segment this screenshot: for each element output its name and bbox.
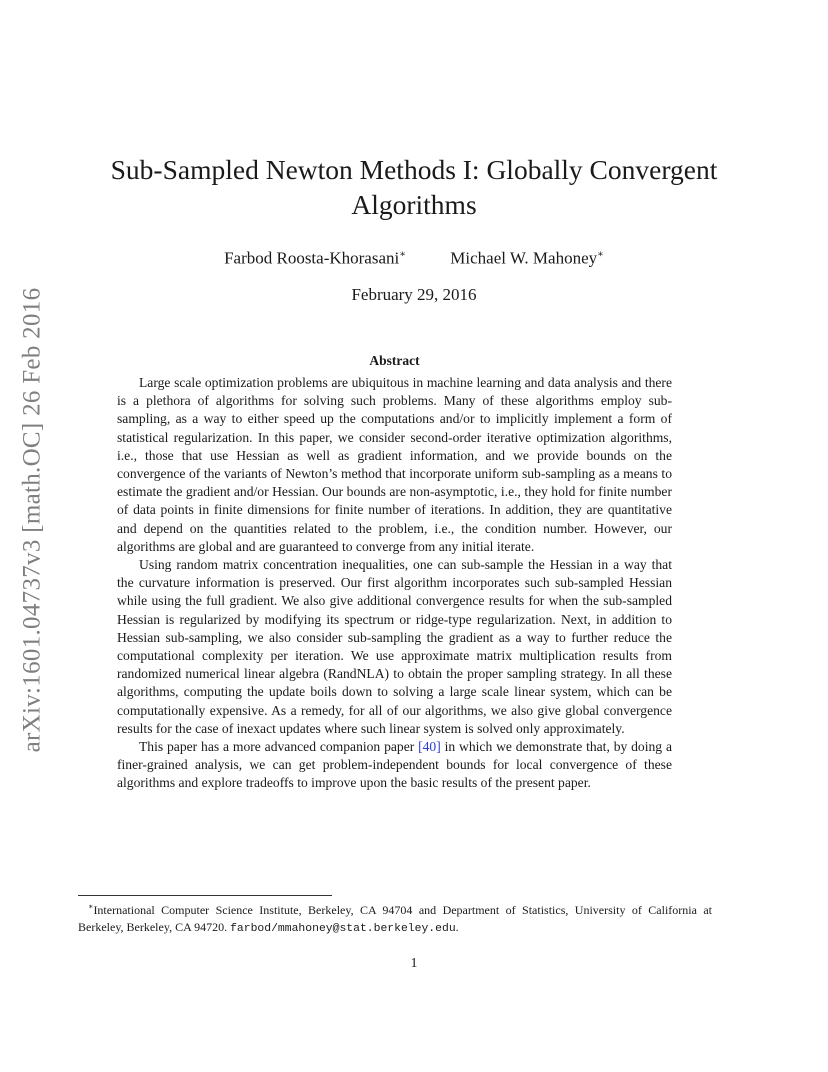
author-2 — [450, 244, 604, 270]
arxiv-identifier-stamp — [14, 266, 50, 774]
footnote — [78, 899, 712, 937]
page-number: 1 — [410, 956, 418, 971]
author-1-name: Farbod Roosta-Khorasani — [224, 248, 400, 268]
author-2-footnote-mark: ∗ — [597, 249, 604, 260]
author-2-name: Michael W. Mahoney — [450, 248, 598, 268]
author-1-footnote-mark: ∗ — [399, 249, 407, 260]
abstract-paragraph-3 — [117, 738, 672, 793]
author-list — [60, 244, 768, 270]
abstract-paragraph-3-text-start: This paper has a more advanced companion paper — [139, 739, 419, 755]
abstract-paragraph-1: Large scale optimization problems are ubiquitous in machine learning and data analysis and there is a plethora of algorithms for solving such problems. Many of these algorithms employ sub-sampling, as a way to either speed up the computations and/or to implicitly implement a form of statistical regularization. In this paper, we consider second-order iterative optimization algorithms, i.e., those that use Hessian as well as gradient information, and we provide bounds on the convergence of the variants of Newton’s method that incorporate uniform sub-sampling as a means to estimate the gradient and/or Hessian. Our bounds are non-asymptotic, i.e., they hold for finite number of data points in finite dimensions for finite number of iterations. In addition, they are quantitative and depend on the quantities related to the problem, i.e., the condition number. However, our algorithms are global and are guaranteed to converge from any initial iterate. — [117, 375, 672, 554]
paper-title — [60, 152, 768, 222]
footnote-mark: ∗ — [88, 902, 94, 911]
footnote-end: . — [455, 919, 459, 934]
title-line-1: Sub-Sampled Newton Methods I: Globally Convergent — [110, 154, 718, 185]
footnote-divider — [78, 895, 332, 896]
footnote-affiliation-text: International Computer Science Institute, Berkeley, CA 94704 and Department of Statistics, University of California at Berkeley, Berkeley, CA 94720. — [78, 903, 712, 934]
abstract-paragraph-2: Using random matrix concentration inequalities, one can sub-sample the Hessian in a way that the curvature information is preserved. Our first algorithm incorporates such sub-sampled Hessian while using the full gradient. We also give additional convergence results for when the sub-sampled Hessian is regularized by modifying its spectrum or ridge-type regularization. Next, in addition to Hessian sub-sampling, we also consider sub-sampling the gradient as a way to further reduce the computational complexity per iteration. We use approximate matrix multiplication results from randomized numerical linear algebra (RandNLA) to obtain the proper sampling strategy. In all these algorithms, computing the update boils down to solving a large scale linear system, which can be computationally expensive. As a remedy, for all of our algorithms, we also give global convergence results for the case of inexact updates where such linear system is solved only approximately. — [117, 557, 672, 736]
citation-link-40[interactable]: [40] — [418, 739, 441, 755]
paper-date: February 29, 2016 — [351, 285, 477, 304]
abstract-heading: Abstract — [369, 353, 420, 368]
footnote-email: farbod/mmahoney@stat.berkeley.edu — [230, 922, 456, 935]
abstract-paragraph-3-text-end: in which we demonstrate that, by doing a finer-grained analysis, we can get problem-independent bounds for local convergence of these algorithms and explore tradeoffs to improve upon the basic results of the present paper. — [117, 739, 672, 791]
abstract-body — [117, 374, 672, 793]
arxiv-identifier-text: arXiv:1601.04737v3 [math.OC] 26 Feb 2016 — [18, 287, 46, 753]
title-line-2: Algorithms — [351, 189, 477, 220]
author-1 — [224, 244, 406, 270]
